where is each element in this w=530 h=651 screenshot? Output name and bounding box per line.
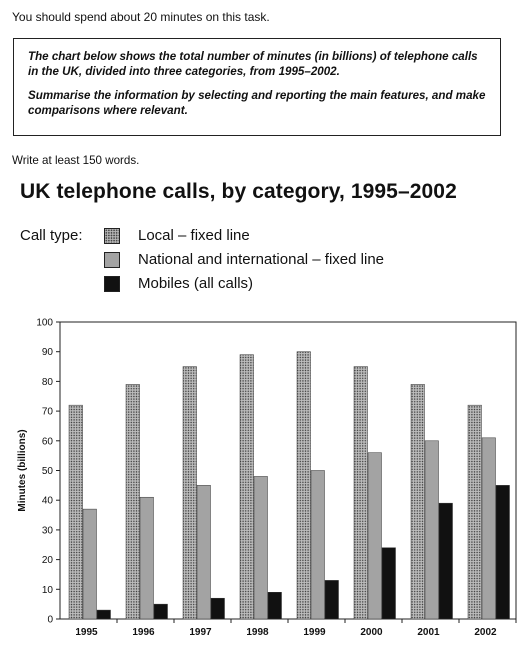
task-description: The chart below shows the total number of minutes (in billions) of telephone calls in the UK, divided into three categories, from 1995–2002.: [28, 50, 478, 78]
bar-mobile: [439, 503, 453, 619]
word-count-instruction: Write at least 150 words.: [12, 154, 140, 167]
bar-local: [297, 352, 311, 619]
bar-national: [311, 471, 325, 620]
task-instruction: You should spend about 20 minutes on this task.: [12, 10, 270, 24]
bar-national: [140, 497, 154, 619]
y-tick-label: 10: [41, 584, 53, 596]
bar-mobile: [325, 580, 339, 619]
bar-national: [197, 485, 211, 619]
task-requirement: Summarise the information by selecting and reporting the main features, and make comparisons where relevant.: [28, 89, 486, 117]
legend-text-local: Local – fixed line: [138, 227, 250, 244]
y-tick-label: 70: [41, 406, 53, 418]
bar-local: [240, 355, 254, 619]
y-tick-label: 0: [47, 614, 53, 626]
legend-label: Call type:: [20, 227, 83, 244]
x-tick-label: 1998: [246, 627, 269, 638]
y-axis-label: Minutes (billions): [17, 429, 28, 512]
x-tick-label: 1997: [189, 627, 212, 638]
y-tick-label: 80: [41, 376, 53, 388]
bar-mobile: [211, 598, 225, 619]
bar-national: [482, 438, 496, 619]
bar-national: [368, 453, 382, 619]
x-tick-label: 1996: [132, 627, 155, 638]
y-tick-label: 90: [41, 347, 53, 359]
bar-national: [254, 476, 268, 619]
y-tick-label: 100: [36, 317, 53, 329]
bar-local: [183, 367, 197, 619]
bar-mobile: [382, 548, 396, 619]
legend-text-national: National and international – fixed line: [138, 251, 384, 268]
y-tick-label: 30: [41, 525, 53, 537]
bar-mobile: [97, 610, 111, 619]
y-tick-label: 20: [41, 555, 53, 567]
x-tick-label: 1995: [75, 627, 98, 638]
bar-local: [468, 405, 482, 619]
bar-national: [83, 509, 97, 619]
y-tick-label: 50: [41, 466, 53, 477]
bar-mobile: [496, 485, 510, 619]
x-tick-label: 2000: [360, 627, 383, 638]
bar-national: [425, 441, 439, 619]
bar-local: [354, 367, 368, 619]
y-tick-label: 40: [41, 495, 53, 507]
y-tick-label: 60: [41, 436, 53, 448]
bar-local: [411, 384, 425, 619]
bar-mobile: [154, 604, 168, 619]
x-tick-label: 2002: [474, 627, 497, 638]
bar-local: [126, 384, 140, 619]
legend-text-mobile: Mobiles (all calls): [138, 275, 254, 292]
x-tick-label: 1999: [303, 627, 326, 638]
bar-mobile: [268, 592, 282, 619]
chart-title: UK telephone calls, by category, 1995–2002: [20, 180, 457, 203]
x-tick-label: 2001: [417, 627, 440, 638]
bar-local: [69, 405, 83, 619]
